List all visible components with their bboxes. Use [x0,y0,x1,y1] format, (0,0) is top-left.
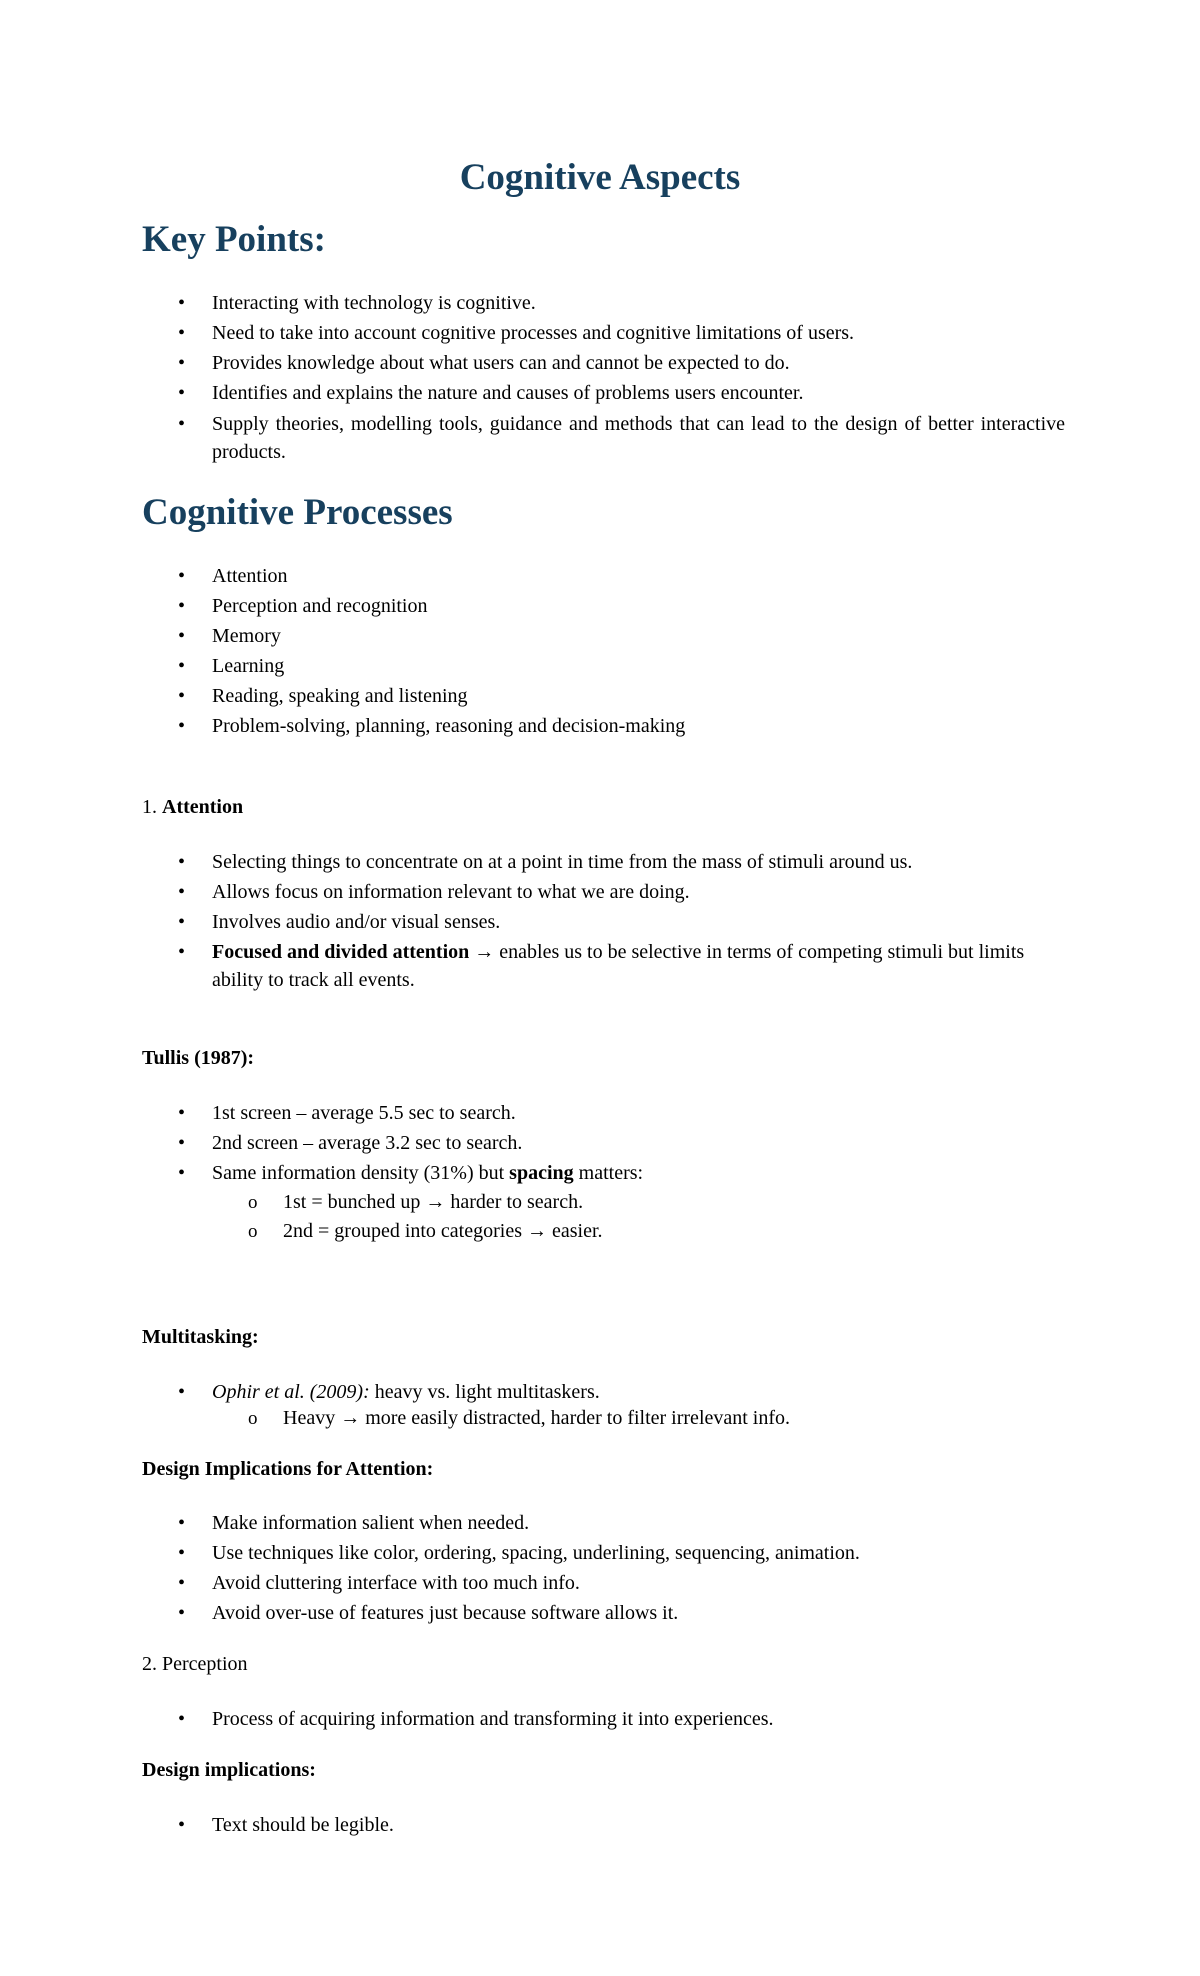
list-item: • Problem-solving, planning, reasoning and decision-making [212,711,1065,741]
design-attention-heading: Design Implications for Attention: [142,1458,434,1480]
list-item [212,1158,1065,1246]
list-item: • Perception and recognition [212,591,1065,621]
sub-list-item: o 2nd = grouped into categories → easier. [283,1217,1065,1246]
attention-heading [142,794,243,820]
list-item: • Involves audio and/or visual senses. [212,907,1065,937]
attention-list [212,847,1065,994]
list-item: • Selecting things to concentrate on at a point in time from the mass of stimuli around us. [212,847,1065,877]
design-attention-list [212,1508,1065,1628]
multitasking-list [212,1377,1065,1433]
tullis-list [212,1098,1065,1246]
focused-attention-term: Focused and divided attention [212,941,470,963]
sub-list-item: o Heavy → more easily distracted, harder to filter irrelevant info. [283,1404,1065,1433]
list-item: • Interacting with technology is cognitive. [212,288,1065,318]
multitasking-heading: Multitasking: [142,1326,259,1348]
multitasking-sublist [212,1404,1065,1433]
list-item: • Provides knowledge about what users can and cannot be expected to do. [212,348,1065,378]
list-item: • Reading, speaking and listening [212,681,1065,711]
attention-number: 1. [142,796,157,818]
perception-list [212,1704,1065,1734]
tullis-heading: Tullis (1987): [142,1047,255,1069]
list-item: • 2nd screen – average 3.2 sec to search. [212,1128,1065,1158]
list-item: • Identifies and explains the nature and causes of problems users encounter. [212,378,1065,408]
list-item: • Make information salient when needed. [212,1508,1065,1538]
cognitive-processes-list [212,561,1065,741]
spacing-term: spacing [509,1162,574,1184]
list-item: • 1st screen – average 5.5 sec to search. [212,1098,1065,1128]
list-item [212,938,1065,994]
list-item: • Need to take into account cognitive processes and cognitive limitations of users. [212,318,1065,348]
list-item: • Attention [212,561,1065,591]
page-title: Cognitive Aspects [459,157,741,198]
list-item [212,1377,1065,1433]
list-item: • Text should be legible. [212,1810,1065,1840]
key-points-list [212,288,1065,466]
sub-list-item: o 1st = bunched up → harder to search. [283,1188,1065,1217]
design-perception-list [212,1810,1065,1840]
cognitive-processes-heading: Cognitive Processes [142,492,453,533]
list-item: • Use techniques like color, ordering, spacing, underlining, sequencing, animation. [212,1538,1065,1568]
focused-attention-text: → enables us to be selective in terms of competing stimuli but limits ability to track all events. [212,941,1025,991]
list-item: • Memory [212,621,1065,651]
list-item: • Supply theories, modelling tools, guidance and methods that can lead to the design of better interactive products. [212,410,1065,466]
density-text-end: matters: [573,1162,644,1184]
ophir-citation: Ophir et al. (2009): [212,1381,370,1403]
ophir-text: heavy vs. light multitaskers. [369,1381,600,1403]
list-item: • Learning [212,651,1065,681]
key-points-heading: Key Points: [142,219,326,260]
tullis-sublist [212,1188,1065,1246]
design-perception-heading: Design implications: [142,1759,316,1781]
list-item: • Avoid cluttering interface with too much info. [212,1568,1065,1598]
perception-heading: 2. Perception [142,1653,248,1675]
density-text: Same information density (31%) but [212,1162,510,1184]
attention-title: Attention [162,796,244,818]
list-item: • Avoid over-use of features just because software allows it. [212,1598,1065,1628]
list-item: • Process of acquiring information and transforming it into experiences. [212,1704,1065,1734]
list-item: • Allows focus on information relevant to what we are doing. [212,877,1065,907]
